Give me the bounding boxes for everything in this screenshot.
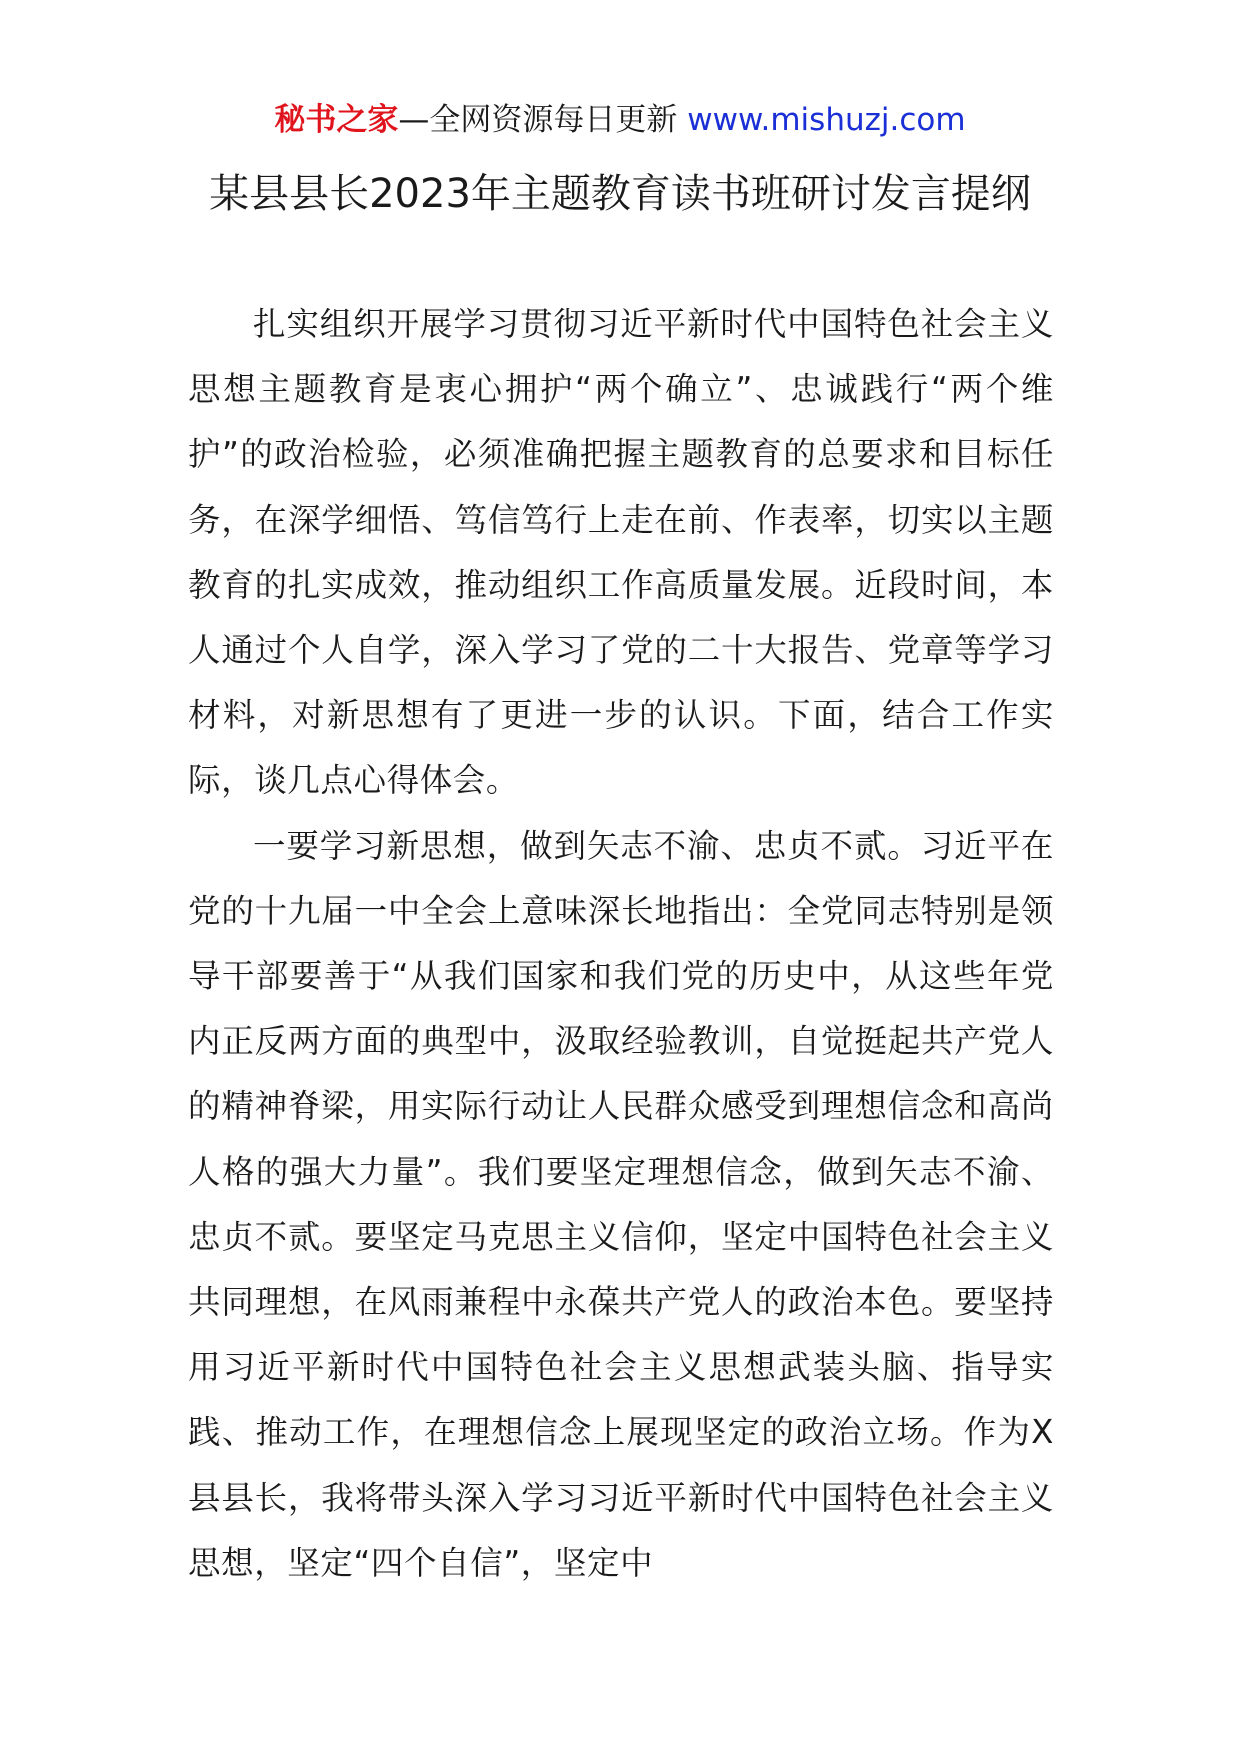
paragraph-lead: 一要学习新思想，做到矢志不渝、忠贞不贰。 — [253, 826, 921, 865]
site-tagline: —全网资源每日更新 — [398, 102, 678, 138]
paragraph-text: 习近平在党的十九届一中全会上意味深长地指出：全党同志特别是领导干部要善于“从我们国家和我们党的历史中，从这些年党内正反两方面的典型中，汲取经验教训，自觉挺起共产党人的精神脊梁，用实际行动让人民群众感受到理想信念和高尚人格的强大力量”。我们要坚定理想信念，做到矢志不渝、忠贞不贰。要坚定马克思主义信仰，坚定中国特色社会主义共同理想，在风雨兼程中永葆共产党人的政治本色。要坚持用习近平新时代中国特色社会主义思想武装头脑、指导实践、推动工作，在理想信念上展现坚定的政治立场。作为X县县长，我将带头深入学习习近平新时代中国特色社会主义思想，坚定“四个自信”，坚定中 — [188, 826, 1054, 1582]
document-title: 某县县长2023年主题教育读书班研讨发言提纲 — [209, 171, 1031, 217]
paragraph-point-one — [188, 814, 1054, 1596]
site-header — [0, 100, 1240, 140]
paragraph-text: 扎实组织开展学习贯彻习近平新时代中国特色社会主义思想主题教育是衷心拥护“两个确立”、忠诚践行“两个维护”的政治检验，必须准确把握主题教育的总要求和目标任务，在深学细悟、笃信笃行上走在前、作表率，切实以主题教育的扎实成效，推动组织工作高质量发展。近段时间，本人通过个人自学，深入学习了党的二十大报告、党章等学习材料，对新思想有了更进一步的认识。下面，结合工作实际，谈几点心得体会。 — [188, 305, 1054, 800]
paragraph-intro — [188, 292, 1054, 814]
document-body — [188, 292, 1054, 1596]
site-url-link[interactable]: www.mishuzj.com — [687, 102, 966, 138]
site-brand: 秘书之家 — [274, 102, 399, 138]
